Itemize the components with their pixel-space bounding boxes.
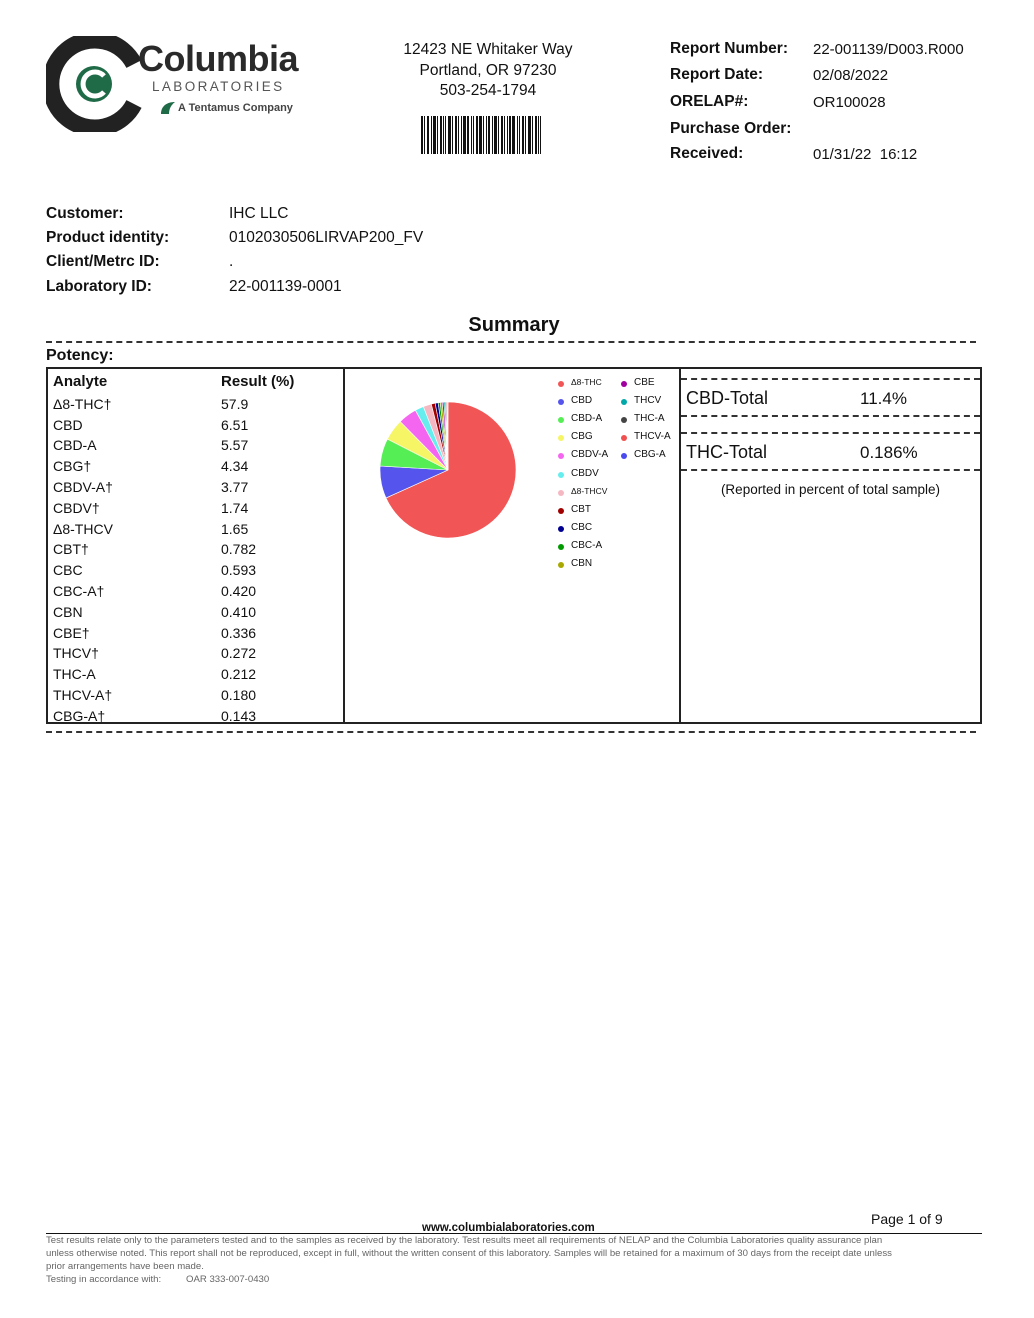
client-id-label: Client/Metrc ID: bbox=[46, 253, 160, 270]
report-number-value: 22-001139/D003.R000 bbox=[813, 41, 964, 58]
testing-label: Testing in accordance with: bbox=[46, 1274, 162, 1285]
legend-swatch bbox=[558, 544, 564, 550]
divider bbox=[681, 378, 980, 380]
received-value: 01/31/22 16:12 bbox=[813, 146, 918, 163]
thc-total-label: THC-Total bbox=[686, 442, 768, 462]
analyte-cell: CBG-A† bbox=[53, 708, 106, 724]
column-divider bbox=[343, 369, 345, 722]
analyte-cell: CBE† bbox=[53, 625, 90, 641]
result-cell: 0.782 bbox=[221, 541, 257, 557]
legend-swatch bbox=[558, 508, 564, 514]
result-cell: 0.420 bbox=[221, 583, 257, 599]
legend-swatch bbox=[558, 472, 564, 478]
analyte-cell: Δ8-THCV bbox=[53, 521, 113, 537]
barcode bbox=[421, 116, 541, 154]
legend-swatch bbox=[558, 381, 564, 387]
legend-label: CBN bbox=[571, 558, 593, 569]
legend-label: CBDV bbox=[571, 468, 599, 479]
legend-label: THCV-A bbox=[634, 431, 671, 442]
testing-value: OAR 333-007-0430 bbox=[186, 1274, 270, 1285]
legend-swatch bbox=[558, 417, 564, 423]
website-link[interactable]: www.columbialaboratories.com bbox=[422, 1222, 595, 1234]
analyte-cell: CBN bbox=[53, 604, 83, 620]
legend-label: CBD-A bbox=[571, 413, 603, 424]
received-label: Received: bbox=[670, 145, 744, 162]
result-cell: 1.74 bbox=[221, 500, 249, 516]
laboratory-id-label: Laboratory ID: bbox=[46, 278, 152, 295]
result-cell: 0.212 bbox=[221, 666, 257, 682]
address-line: Portland, OR 97230 bbox=[419, 61, 557, 79]
disclaimer-line: Test results relate only to the parameters tested and to the samples as received by the laboratory. Test results meet all requirements of NELAP and the Columbia Laboratories quality assurance plan bbox=[46, 1235, 883, 1246]
analyte-cell: CBDV† bbox=[53, 500, 100, 516]
legend-label: CBD bbox=[571, 395, 593, 406]
legend-label: CBDV-A bbox=[571, 449, 609, 460]
disclaimer bbox=[46, 1235, 986, 1273]
disclaimer-line: unless otherwise noted. This report shall not be reproduced, except in full, without the written consent of this laboratory. Samples will be retained for a maximum of 30 days from the receipt date unless bbox=[46, 1247, 892, 1259]
legend-label: CBG bbox=[571, 431, 593, 442]
analyte-cell: THC-A bbox=[53, 666, 96, 682]
footer-rule bbox=[46, 1233, 982, 1234]
analyte-cell: CBD-A bbox=[53, 437, 97, 453]
potency-label: Potency: bbox=[46, 347, 114, 364]
legend-swatch bbox=[558, 435, 564, 441]
result-cell: 0.180 bbox=[221, 687, 257, 703]
divider bbox=[46, 341, 976, 343]
purchase-order-label: Purchase Order: bbox=[670, 120, 792, 137]
analyte-cell: Δ8-THC† bbox=[53, 396, 112, 412]
report-info bbox=[670, 40, 990, 170]
result-cell: 0.272 bbox=[221, 645, 257, 661]
legend-label: CBC-A bbox=[571, 540, 603, 551]
legend-label: THCV bbox=[634, 395, 662, 406]
pie-legend bbox=[558, 377, 678, 577]
disclaimer-line: prior arrangements have been made. bbox=[46, 1260, 204, 1272]
logo-subtitle: LABORATORIES bbox=[152, 79, 285, 94]
legend-label: Δ8-THC bbox=[571, 377, 602, 387]
result-cell: 0.593 bbox=[221, 562, 257, 578]
analyte-cell: CBD bbox=[53, 417, 83, 433]
result-cell: 57.9 bbox=[221, 396, 249, 412]
result-cell: 4.34 bbox=[221, 458, 249, 474]
cbd-total-value: 11.4% bbox=[860, 389, 907, 408]
lab-address bbox=[378, 40, 598, 102]
laboratory-id-value: 22-001139-0001 bbox=[229, 278, 342, 295]
legend-swatch bbox=[558, 526, 564, 532]
legend-swatch bbox=[621, 435, 627, 441]
legend-swatch bbox=[558, 490, 564, 496]
customer-info bbox=[46, 205, 546, 305]
legend-swatch bbox=[558, 453, 564, 459]
columbia-logo-icon bbox=[46, 36, 142, 132]
divider bbox=[681, 415, 980, 417]
legend-swatch bbox=[621, 381, 627, 387]
result-cell: 0.410 bbox=[221, 604, 257, 620]
report-date-label: Report Date: bbox=[670, 66, 764, 83]
analyte-header: Analyte bbox=[53, 373, 108, 390]
legend-swatch bbox=[621, 417, 627, 423]
legend-label: CBT bbox=[571, 504, 591, 515]
customer-value: IHC LLC bbox=[229, 205, 289, 222]
customer-label: Customer: bbox=[46, 205, 124, 222]
result-cell: 1.65 bbox=[221, 521, 249, 537]
legend-swatch bbox=[621, 453, 627, 459]
result-cell: 0.336 bbox=[221, 625, 257, 641]
divider bbox=[46, 731, 976, 733]
divider bbox=[681, 469, 980, 471]
legend-label: THC-A bbox=[634, 413, 665, 424]
address-line: 503-254-1794 bbox=[439, 82, 537, 99]
potency-pie-chart bbox=[373, 395, 523, 545]
result-cell: 0.143 bbox=[221, 708, 257, 724]
orelap-label: ORELAP#: bbox=[670, 93, 749, 110]
analyte-cell: THCV-A† bbox=[53, 687, 113, 703]
result-header: Result (%) bbox=[221, 373, 295, 390]
legend-swatch bbox=[558, 562, 564, 568]
cbd-total-label: CBD-Total bbox=[686, 388, 769, 408]
analyte-cell: CBT† bbox=[53, 541, 89, 557]
legend-swatch bbox=[621, 399, 627, 405]
result-cell: 5.57 bbox=[221, 437, 249, 453]
column-divider bbox=[679, 369, 681, 722]
result-cell: 6.51 bbox=[221, 417, 249, 433]
page-number: Page 1 of 9 bbox=[871, 1211, 943, 1227]
thc-total-value: 0.186% bbox=[860, 443, 918, 462]
legend-label: Δ8-THCV bbox=[571, 486, 608, 496]
client-id-value: . bbox=[229, 253, 234, 270]
address-line: 12423 NE Whitaker Way bbox=[403, 41, 573, 58]
analyte-cell: THCV† bbox=[53, 645, 99, 661]
result-cell: 3.77 bbox=[221, 479, 249, 495]
divider bbox=[681, 432, 980, 434]
logo-name: Columbia bbox=[138, 38, 299, 79]
analyte-cell: CBC-A† bbox=[53, 583, 105, 599]
orelap-value: OR100028 bbox=[813, 94, 886, 111]
tentamus-icon bbox=[159, 100, 177, 116]
legend-label: CBC bbox=[571, 522, 593, 533]
product-identity-label: Product identity: bbox=[46, 229, 170, 246]
report-number-label: Report Number: bbox=[670, 40, 788, 57]
company-logo bbox=[46, 36, 326, 132]
legend-swatch bbox=[558, 399, 564, 405]
legend-label: CBG-A bbox=[634, 449, 666, 460]
report-date-value: 02/08/2022 bbox=[813, 67, 889, 84]
analyte-cell: CBC bbox=[53, 562, 83, 578]
totals-note: (Reported in percent of total sample) bbox=[720, 482, 941, 497]
analyte-cell: CBG† bbox=[53, 458, 92, 474]
summary-title: Summary bbox=[468, 314, 560, 336]
legend-label: CBE bbox=[634, 377, 655, 388]
potency-table bbox=[46, 367, 982, 724]
logo-tagline: A Tentamus Company bbox=[178, 102, 293, 114]
product-identity-value: 0102030506LIRVAP200_FV bbox=[229, 229, 424, 246]
analyte-cell: CBDV-A† bbox=[53, 479, 113, 495]
